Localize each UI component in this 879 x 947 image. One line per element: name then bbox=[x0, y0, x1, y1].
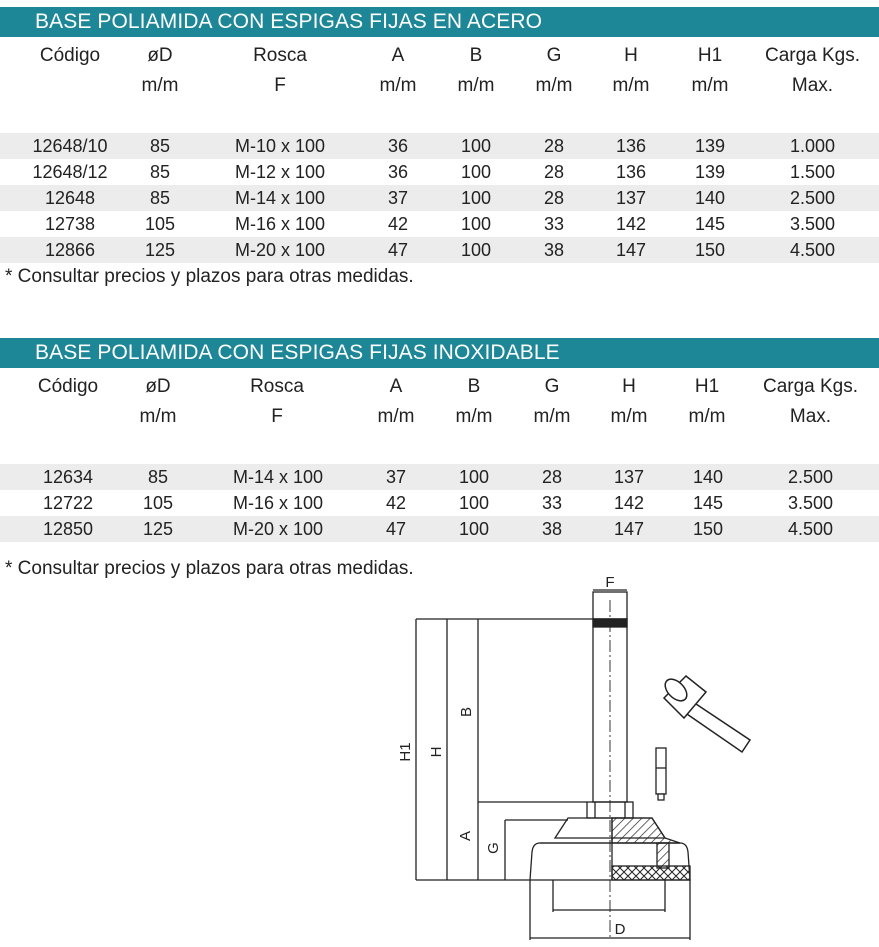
table-cell: 4.500 bbox=[789, 240, 836, 260]
table-cell: 47 bbox=[387, 240, 409, 260]
table-cell: 42 bbox=[385, 493, 407, 513]
table-section-inoxidable bbox=[0, 338, 879, 542]
header-h: H m/m bbox=[612, 45, 650, 96]
table-cell: M-20 x 100 bbox=[234, 240, 326, 260]
table-cell: 150 bbox=[692, 519, 724, 539]
table-cell: 100 bbox=[460, 136, 492, 156]
table-cell: M-10 x 100 bbox=[234, 136, 326, 156]
header-g: G m/m bbox=[535, 45, 573, 96]
table-cell: 125 bbox=[142, 519, 174, 539]
table-cell: 33 bbox=[543, 214, 565, 234]
pin-icon bbox=[656, 748, 666, 800]
table-cell: 2.500 bbox=[789, 188, 836, 208]
table-cell: 12634 bbox=[42, 467, 94, 487]
table-cell: 1.000 bbox=[789, 136, 836, 156]
table-cell: 100 bbox=[460, 214, 492, 234]
label-d: D bbox=[614, 921, 626, 938]
table-cell: 100 bbox=[460, 188, 492, 208]
header-carga: Carga Kgs. Max. bbox=[762, 376, 859, 427]
table-cell: 105 bbox=[142, 493, 174, 513]
table-cell: 36 bbox=[387, 136, 409, 156]
table-cell: 28 bbox=[543, 162, 565, 182]
header-diametro: øD m/m bbox=[139, 376, 177, 427]
header-h1: H1 m/m bbox=[691, 45, 729, 96]
table-cell: 12722 bbox=[42, 493, 94, 513]
table-row bbox=[0, 133, 879, 159]
table-cell: 140 bbox=[692, 467, 724, 487]
header-h1: H1 m/m bbox=[688, 376, 726, 427]
table-cell: 4.500 bbox=[787, 519, 834, 539]
table-title: BASE POLIAMIDA CON ESPIGAS FIJAS EN ACERO bbox=[0, 7, 879, 37]
table-cell: 136 bbox=[615, 136, 647, 156]
table-cell: 12648/10 bbox=[32, 136, 108, 156]
header-h: H m/m bbox=[610, 376, 648, 427]
table-cell: 140 bbox=[694, 188, 726, 208]
table-cell: M-14 x 100 bbox=[232, 467, 324, 487]
table-cell: 105 bbox=[144, 214, 176, 234]
table-cell: 47 bbox=[385, 519, 407, 539]
table-cell: 136 bbox=[615, 162, 647, 182]
header-b: B m/m bbox=[455, 376, 493, 427]
table-cell: 3.500 bbox=[787, 493, 834, 513]
table-cell: M-16 x 100 bbox=[232, 493, 324, 513]
table-note: * Consultar precios y plazos para otras medidas. bbox=[5, 558, 414, 579]
table-row bbox=[0, 237, 879, 263]
header-rosca: Rosca F bbox=[253, 45, 307, 96]
table-cell: 125 bbox=[144, 240, 176, 260]
table-cell: 139 bbox=[694, 162, 726, 182]
table-cell: 12866 bbox=[44, 240, 96, 260]
dimension-labels bbox=[397, 574, 626, 938]
table-cell: 2.500 bbox=[787, 467, 834, 487]
table-cell: 100 bbox=[460, 162, 492, 182]
table-body bbox=[0, 133, 879, 263]
table-cell: M-12 x 100 bbox=[234, 162, 326, 182]
table-row bbox=[0, 159, 879, 185]
label-b: B bbox=[458, 706, 475, 718]
table-cell: 150 bbox=[694, 240, 726, 260]
header-diametro: øD m/m bbox=[141, 45, 179, 96]
header-carga: Carga Kgs. Max. bbox=[764, 45, 861, 96]
table-cell: 85 bbox=[149, 162, 171, 182]
label-f: F bbox=[605, 574, 615, 591]
table-cell: 12648/12 bbox=[32, 162, 108, 182]
header-b: B m/m bbox=[457, 45, 495, 96]
table-cell: 137 bbox=[615, 188, 647, 208]
table-cell: M-16 x 100 bbox=[234, 214, 326, 234]
table-cell: M-14 x 100 bbox=[234, 188, 326, 208]
header-spacer bbox=[0, 107, 879, 133]
table-cell: 37 bbox=[385, 467, 407, 487]
table-cell: 139 bbox=[694, 136, 726, 156]
table-cell: 85 bbox=[147, 467, 169, 487]
table-cell: M-20 x 100 bbox=[232, 519, 324, 539]
header-spacer bbox=[0, 438, 879, 464]
table-cell: 12648 bbox=[44, 188, 96, 208]
table-cell: 12738 bbox=[44, 214, 96, 234]
label-a: A bbox=[457, 830, 474, 842]
table-row bbox=[0, 185, 879, 211]
header-a: A m/m bbox=[379, 45, 417, 96]
table-cell: 100 bbox=[458, 467, 490, 487]
table-cell: 147 bbox=[615, 240, 647, 260]
table-cell: 28 bbox=[541, 467, 563, 487]
header-codigo: Código bbox=[39, 45, 101, 66]
table-cell: 85 bbox=[149, 136, 171, 156]
table-row bbox=[0, 211, 879, 237]
table-title: BASE POLIAMIDA CON ESPIGAS FIJAS INOXIDABLE bbox=[0, 338, 879, 368]
hammer-icon bbox=[661, 675, 750, 752]
table-cell: 42 bbox=[387, 214, 409, 234]
table-cell: 3.500 bbox=[789, 214, 836, 234]
header-codigo: Código bbox=[37, 376, 99, 397]
label-h1: H1 bbox=[397, 742, 414, 762]
table-cell: 100 bbox=[458, 519, 490, 539]
table-cell: 36 bbox=[387, 162, 409, 182]
table-cell: 28 bbox=[543, 188, 565, 208]
table-header bbox=[0, 368, 879, 438]
header-rosca: Rosca F bbox=[250, 376, 304, 427]
table-cell: 33 bbox=[541, 493, 563, 513]
table-cell: 100 bbox=[460, 240, 492, 260]
table-cell: 100 bbox=[458, 493, 490, 513]
table-cell: 1.500 bbox=[789, 162, 836, 182]
table-cell: 137 bbox=[613, 467, 645, 487]
header-a: A m/m bbox=[377, 376, 415, 427]
table-section-acero bbox=[0, 7, 879, 263]
table-cell: 38 bbox=[543, 240, 565, 260]
label-g: G bbox=[485, 842, 502, 854]
table-row bbox=[0, 490, 879, 516]
table-cell: 147 bbox=[613, 519, 645, 539]
header-g: G m/m bbox=[533, 376, 571, 427]
table-cell: 142 bbox=[615, 214, 647, 234]
table-row bbox=[0, 464, 879, 490]
drawing-lines bbox=[416, 590, 690, 940]
table-cell: 12850 bbox=[42, 519, 94, 539]
table-header bbox=[0, 37, 879, 107]
table-cell: 37 bbox=[387, 188, 409, 208]
table-note: * Consultar precios y plazos para otras medidas. bbox=[5, 266, 414, 287]
table-cell: 28 bbox=[543, 136, 565, 156]
table-cell: 85 bbox=[149, 188, 171, 208]
table-cell: 142 bbox=[613, 493, 645, 513]
table-cell: 38 bbox=[541, 519, 563, 539]
label-h: H bbox=[428, 746, 445, 758]
table-body bbox=[0, 464, 879, 542]
table-cell: 145 bbox=[694, 214, 726, 234]
table-row bbox=[0, 516, 879, 542]
table-cell: 145 bbox=[692, 493, 724, 513]
